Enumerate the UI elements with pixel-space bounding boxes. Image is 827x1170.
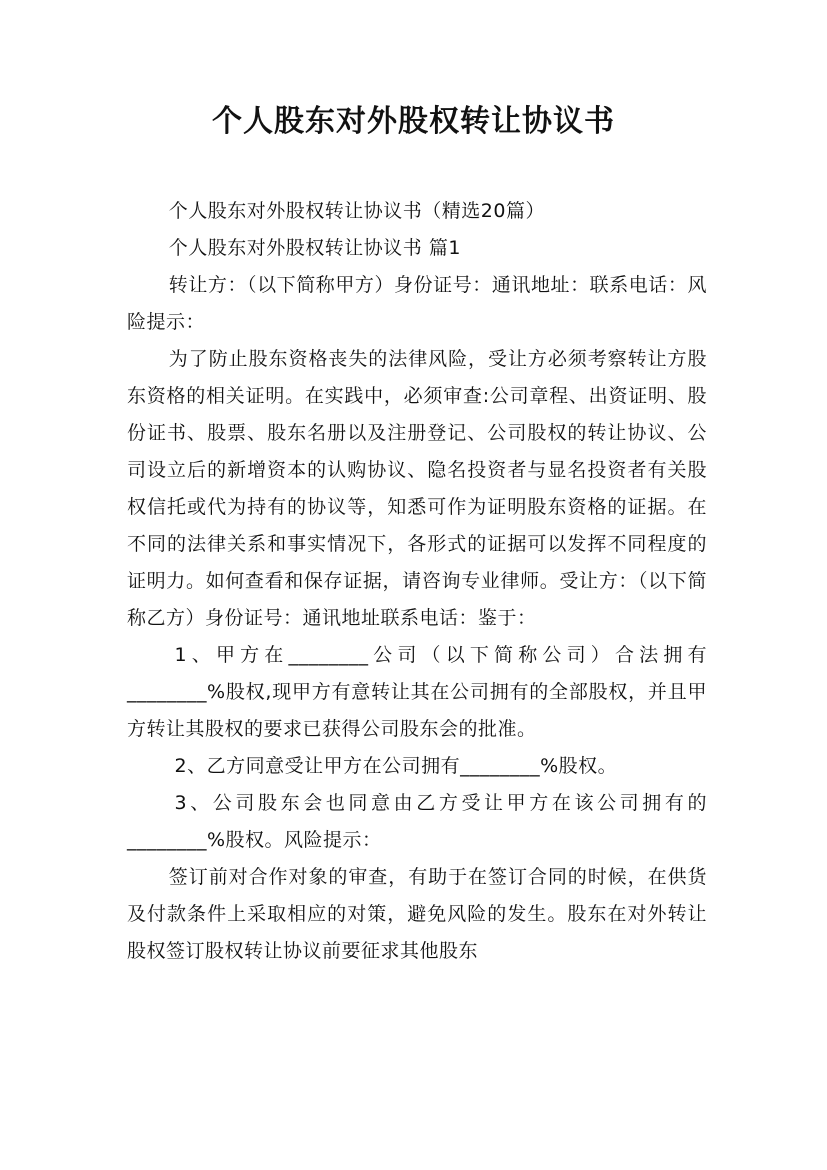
- paragraph-signing-note: 签订前对合作对象的审查，有助于在签订合同的时候，在供货及付款条件上采取相应的对策，避免风险的发生。股东在对外转让股权签订股权转让协议前要征求其他股东: [127, 866, 707, 962]
- paragraph-subtitle: 个人股东对外股权转让协议书（精选20篇）: [168, 200, 545, 222]
- paragraph-section-heading: 个人股东对外股权转让协议书 篇1: [168, 237, 461, 259]
- document-body: [127, 193, 707, 970]
- paragraph-risk-note: 为了防止股东资格丧失的法律风险，受让方必须考察转让方股东资格的相关证明。在实践中，必须审查:公司章程、出资证明、股份证书、股票、股东名册以及注册登记、公司股权的转让协议、公司设立后的新增资本的认购协议、隐名投资者与显名投资者有关股权信托或代为持有的协议等，知悉可作为证明股东资格的证据。在不同的法律关系和事实情况下，各形式的证据可以发挥不同程度的证明力。如何查看和保存证据，请咨询专业律师。受让方：（以下简称乙方）身份证号：通讯地址联系电话：鉴于：: [127, 348, 707, 629]
- paragraph-clause-1: 1、甲方在________公司（以下简称公司）合法拥有________%股权,现甲方有意转让其在公司拥有的全部股权，并且甲方转让其股权的要求已获得公司股东会的批准。: [127, 644, 707, 740]
- paragraph-clause-2: 2、乙方同意受让甲方在公司拥有________%股权。: [174, 755, 618, 777]
- paragraph-transferor-info: 转让方：（以下简称甲方）身份证号：通讯地址：联系电话：风险提示：: [127, 274, 707, 333]
- paragraph-clause-3: 3、公司股东会也同意由乙方受让甲方在该公司拥有的________%股权。风险提示：: [127, 792, 707, 851]
- document-title: 个人股东对外股权转让协议书: [212, 104, 615, 139]
